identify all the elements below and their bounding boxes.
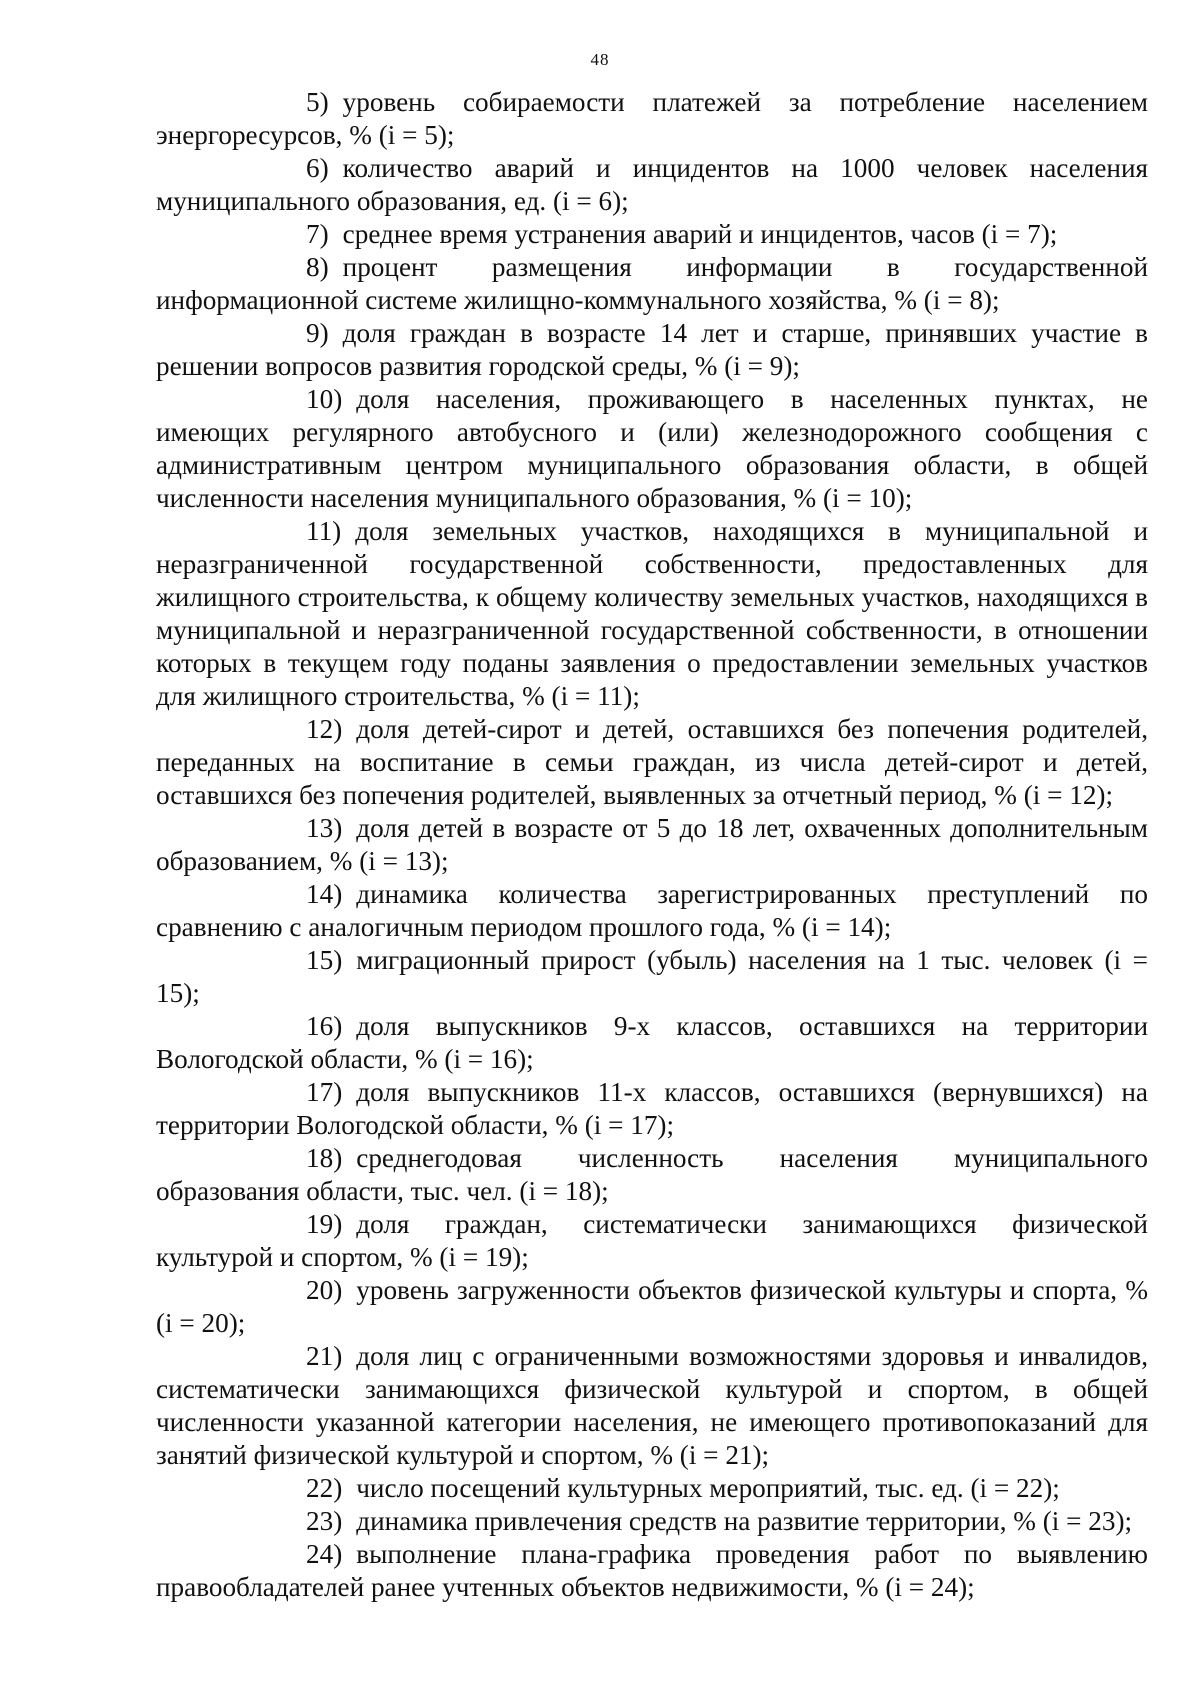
item-number: 6) <box>306 153 329 183</box>
item-text: среднегодовая численность населения муниципального образования области, тыс. чел. (i = 18); <box>156 1143 1148 1206</box>
list-item <box>156 878 1148 944</box>
item-text: доля выпускников 11-х классов, оставшихся (вернувшихся) на территории Вологодской области, % (i = 17); <box>156 1077 1148 1140</box>
list-item <box>156 1010 1148 1076</box>
item-text: уровень загруженности объектов физической культуры и спорта, % (i = 20); <box>156 1275 1148 1338</box>
indicator-list <box>156 86 1148 1604</box>
list-item <box>156 1538 1148 1604</box>
item-text: доля детей в возрасте от 5 до 18 лет, охваченных дополнительным образованием, % (i = 13); <box>156 813 1148 876</box>
item-number: 21) <box>306 1341 343 1371</box>
item-text: уровень собираемости платежей за потребление населением энергоресурсов, % (i = 5); <box>156 87 1148 150</box>
list-item <box>156 944 1148 1010</box>
item-number: 7) <box>306 219 329 249</box>
item-number: 19) <box>306 1209 343 1239</box>
item-text: миграционный прирост (убыль) населения на 1 тыс. человек (i = 15); <box>156 945 1148 1008</box>
item-number: 20) <box>306 1275 343 1305</box>
list-item <box>156 1142 1148 1208</box>
item-text: выполнение плана-графика проведения работ по выявлению правообладателей ранее учтенных объектов недвижимости, % (i = 24); <box>156 1539 1148 1602</box>
list-item <box>156 317 1148 383</box>
item-number: 17) <box>306 1077 343 1107</box>
list-item <box>156 812 1148 878</box>
item-number: 15) <box>306 945 343 975</box>
item-number: 11) <box>306 516 342 546</box>
item-number: 9) <box>306 318 329 348</box>
list-item <box>156 383 1148 515</box>
item-text: доля граждан в возрасте 14 лет и старше, принявших участие в решении вопросов развития городской среды, % (i = 9); <box>156 318 1148 381</box>
item-text: динамика количества зарегистрированных преступлений по сравнению с аналогичным периодом прошлого года, % (i = 14); <box>156 879 1148 942</box>
list-item <box>156 1274 1148 1340</box>
list-item <box>156 1505 1148 1538</box>
list-item <box>156 251 1148 317</box>
item-number: 18) <box>306 1143 343 1173</box>
item-text: доля граждан, систематически занимающихся физической культурой и спортом, % (i = 19); <box>156 1209 1148 1272</box>
item-text: среднее время устранения аварий и инцидентов, часов (i = 7); <box>342 219 1058 249</box>
item-number: 16) <box>306 1011 343 1041</box>
item-text: доля выпускников 9-х классов, оставшихся на территории Вологодской области, % (i = 16); <box>156 1011 1148 1074</box>
item-number: 22) <box>306 1473 343 1503</box>
list-item <box>156 1472 1148 1505</box>
item-text: процент размещения информации в государственной информационной системе жилищно-коммунального хозяйства, % (i = 8); <box>156 252 1148 315</box>
list-item <box>156 152 1148 218</box>
list-item <box>156 86 1148 152</box>
list-item <box>156 515 1148 713</box>
item-number: 24) <box>306 1539 343 1569</box>
item-text: количество аварий и инцидентов на 1000 человек населения муниципального образования, ед. (i = 6); <box>156 153 1148 216</box>
item-text: число посещений культурных мероприятий, тыс. ед. (i = 22); <box>356 1473 1060 1503</box>
item-text: динамика привлечения средств на развитие территории, % (i = 23); <box>356 1506 1133 1536</box>
page-number: 48 <box>590 50 610 69</box>
list-item <box>156 713 1148 812</box>
list-item <box>156 1208 1148 1274</box>
item-number: 12) <box>306 714 343 744</box>
item-number: 5) <box>306 87 329 117</box>
item-number: 13) <box>306 813 343 843</box>
list-item <box>156 1340 1148 1472</box>
item-number: 14) <box>306 879 343 909</box>
item-text: доля детей-сирот и детей, оставшихся без попечения родителей, переданных на воспитание в семьи граждан, из числа детей-сирот и детей, оставшихся без попечения родителей, выявленных за отчетный период, % (i = 12); <box>156 714 1148 810</box>
item-number: 23) <box>306 1506 343 1536</box>
item-number: 8) <box>306 252 329 282</box>
item-text: доля земельных участков, находящихся в муниципальной и неразграниченной государственной собственности, предоставленных для жилищного строительства, к общему количеству земельных участков, находящихся в муниципальной и неразграниченной государственной собственности, в отношении которых в текущем году поданы заявления о предоставлении земельных участков для жилищного строительства, % (i = 11); <box>156 516 1148 711</box>
item-text: доля населения, проживающего в населенных пунктах, не имеющих регулярного автобусного и (или) железнодорожного сообщения с административным центром муниципального образования области, в общей численности населения муниципального образования, % (i = 10); <box>156 384 1148 513</box>
list-item <box>156 1076 1148 1142</box>
list-item <box>156 218 1148 251</box>
item-number: 10) <box>306 384 343 414</box>
item-text: доля лиц с ограниченными возможностями здоровья и инвалидов, систематически занимающихся физической культурой и спортом, в общей численности указанной категории населения, не имеющего противопоказаний для занятий физической культурой и спортом, % (i = 21); <box>156 1341 1148 1470</box>
